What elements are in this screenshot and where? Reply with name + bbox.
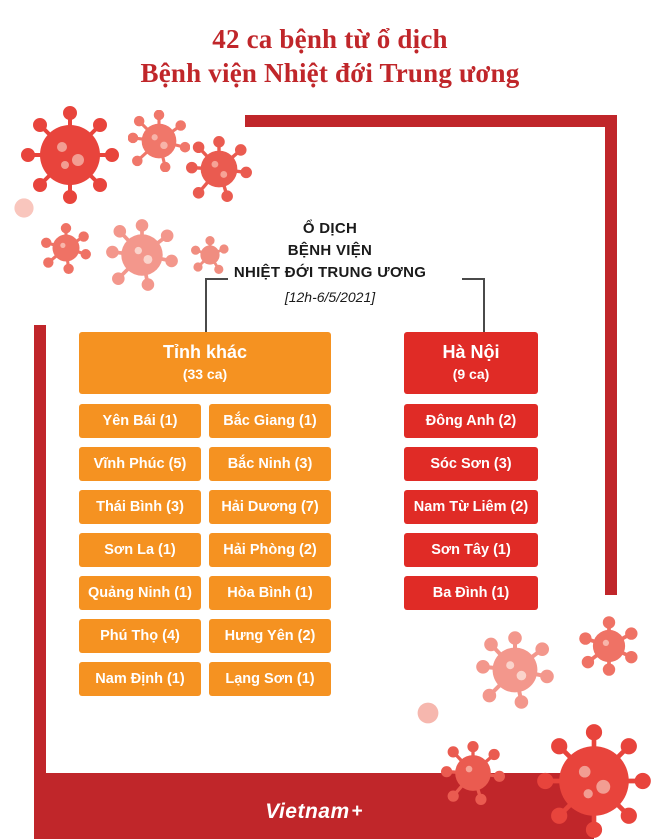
virus-icon	[578, 615, 640, 677]
table-row	[79, 662, 331, 696]
column-other-provinces	[79, 332, 331, 705]
cluster-heading-line-1: Ổ DỊCH	[302, 220, 358, 237]
province-cell[interactable]: Sơn La (1)	[79, 533, 201, 567]
frame-border-left	[34, 325, 46, 785]
district-cell[interactable]: Sóc Sơn (3)	[404, 447, 538, 481]
district-cell[interactable]: Đông Anh (2)	[404, 404, 538, 438]
frame-border-bottom	[34, 773, 594, 785]
column-other-count: (33 ca)	[182, 366, 228, 382]
cluster-heading-date: [12h-6/5/2021]	[284, 289, 376, 305]
hanoi-district-list	[404, 404, 538, 610]
province-cell[interactable]: Hải Dương (7)	[209, 490, 331, 524]
cluster-heading-line-2: BỆNH VIỆN	[287, 242, 373, 259]
table-row	[79, 490, 331, 524]
district-cell[interactable]: Nam Từ Liêm (2)	[404, 490, 538, 524]
brand-plus-icon: +	[351, 801, 363, 822]
province-cell[interactable]: Hải Phòng (2)	[209, 533, 331, 567]
virus-icon	[20, 105, 120, 205]
virus-icon	[475, 630, 555, 710]
title-line-2: Bệnh viện Nhiệt đới Trung ương	[140, 58, 520, 88]
cluster-heading	[0, 218, 660, 308]
district-cell[interactable]: Ba Đình (1)	[404, 576, 538, 610]
column-hanoi-count: (9 ca)	[452, 366, 490, 382]
frame-border-right	[605, 115, 617, 595]
virus-icon	[128, 110, 190, 172]
column-hanoi	[404, 332, 538, 619]
table-row	[79, 576, 331, 610]
page-title	[0, 22, 660, 90]
column-hanoi-header	[404, 332, 538, 394]
other-provinces-grid	[79, 404, 331, 696]
province-cell[interactable]: Bắc Ninh (3)	[209, 447, 331, 481]
cluster-heading-line-3: NHIỆT ĐỚI TRUNG ƯƠNG	[233, 264, 427, 281]
province-cell[interactable]: Hưng Yên (2)	[209, 619, 331, 653]
frame-border-top	[245, 115, 617, 127]
column-hanoi-title: Hà Nội	[442, 342, 500, 362]
virus-icon	[12, 196, 36, 220]
table-row	[79, 533, 331, 567]
column-other-title: Tỉnh khác	[162, 342, 247, 362]
table-row	[79, 619, 331, 653]
province-cell[interactable]: Vĩnh Phúc (5)	[79, 447, 201, 481]
table-row	[79, 447, 331, 481]
brand-name: Vietnam	[265, 800, 350, 823]
table-row	[79, 404, 331, 438]
province-cell[interactable]: Quảng Ninh (1)	[79, 576, 201, 610]
province-cell[interactable]: Lạng Sơn (1)	[209, 662, 331, 696]
province-cell[interactable]: Thái Bình (3)	[79, 490, 201, 524]
title-line-1: 42 ca bệnh từ ổ dịch	[212, 24, 448, 54]
district-cell[interactable]: Sơn Tây (1)	[404, 533, 538, 567]
province-cell[interactable]: Nam Định (1)	[79, 662, 201, 696]
province-cell[interactable]: Yên Bái (1)	[79, 404, 201, 438]
virus-icon	[185, 135, 253, 203]
column-other-header	[79, 332, 331, 394]
footer-brand-bar	[34, 785, 594, 839]
province-cell[interactable]: Bắc Giang (1)	[209, 404, 331, 438]
province-cell[interactable]: Phú Thọ (4)	[79, 619, 201, 653]
virus-icon	[415, 700, 441, 726]
province-cell[interactable]: Hòa Bình (1)	[209, 576, 331, 610]
